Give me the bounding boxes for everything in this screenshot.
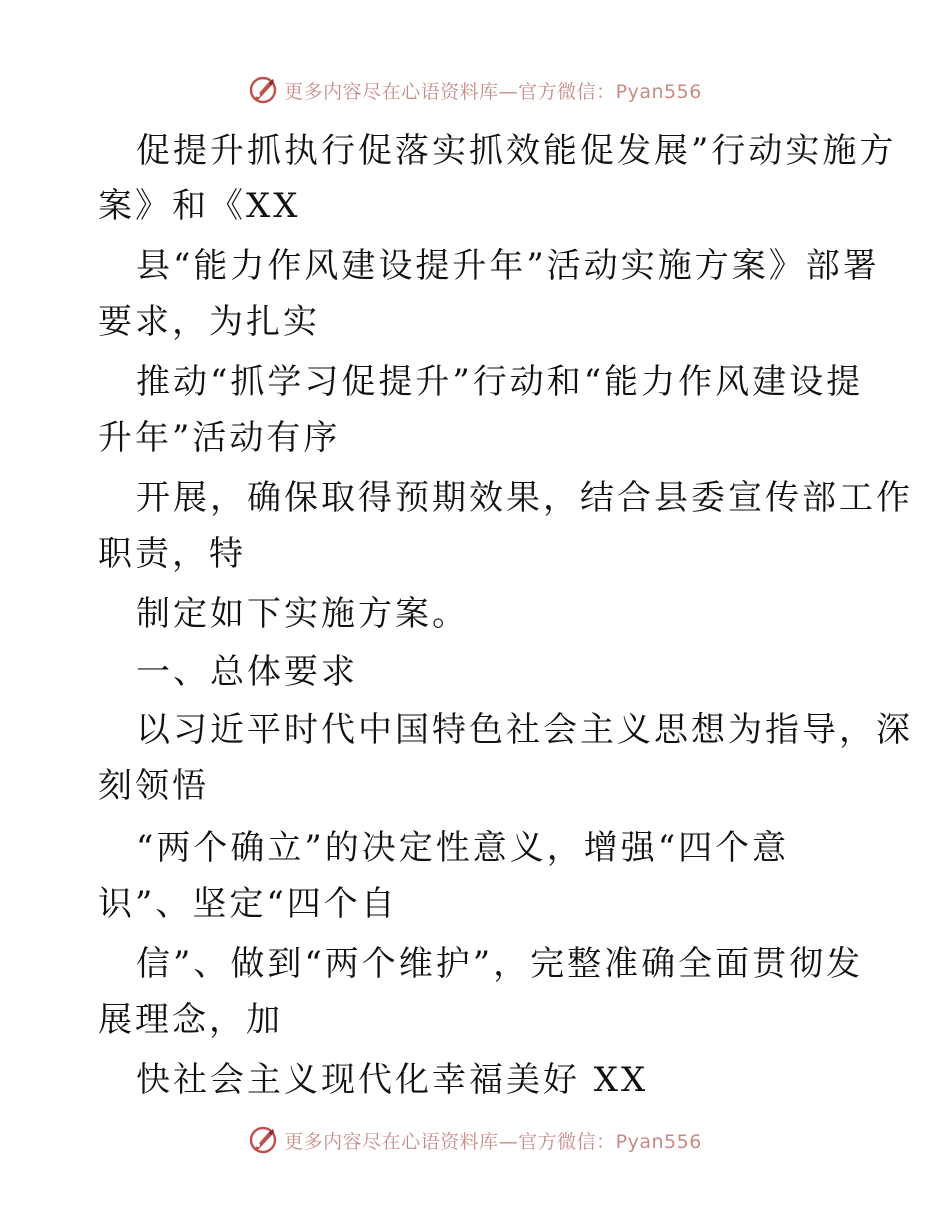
text-line: 快社会主义现代化幸福美好 XX [136, 1060, 649, 1100]
footer-watermark [0, 1122, 950, 1158]
section-heading: 一、总体要求 [136, 652, 358, 692]
text-line: “两个确立”的决定性意义，增强“四个意 [136, 828, 790, 868]
text-line: 以习近平时代中国特色社会主义思想为指导，深 [136, 710, 913, 750]
quill-pen-icon [248, 75, 278, 105]
text-line: 开展，确保取得预期效果，结合县委宣传部工作 [136, 478, 913, 518]
text-line: 刻领悟 [98, 766, 209, 806]
quill-pen-icon [248, 1125, 278, 1155]
header-watermark [0, 72, 950, 108]
text-line: 推动“抓学习促提升”行动和“能力作风建设提 [136, 362, 864, 402]
watermark-text: 更多内容尽在心语资料库—官方微信：Pyan556 [284, 1130, 702, 1153]
text-line: 县“能力作风建设提升年”活动实施方案》部署 [136, 246, 880, 286]
text-line: 信”、做到“两个维护”，完整准确全面贯彻发 [136, 944, 864, 984]
text-line: 展理念，加 [98, 1000, 283, 1040]
text-line: 制定如下实施方案。 [136, 594, 469, 634]
text-line: 促提升抓执行促落实抓效能促发展”行动实施方 [136, 131, 897, 171]
text-line: 案》和《XX [98, 186, 301, 226]
text-line: 要求，为扎实 [98, 302, 320, 342]
text-line: 职责，特 [98, 534, 246, 574]
text-line: 识”、坚定“四个自 [98, 884, 398, 924]
text-line: 升年”活动有序 [98, 418, 341, 458]
watermark-text: 更多内容尽在心语资料库—官方微信：Pyan556 [284, 80, 702, 103]
